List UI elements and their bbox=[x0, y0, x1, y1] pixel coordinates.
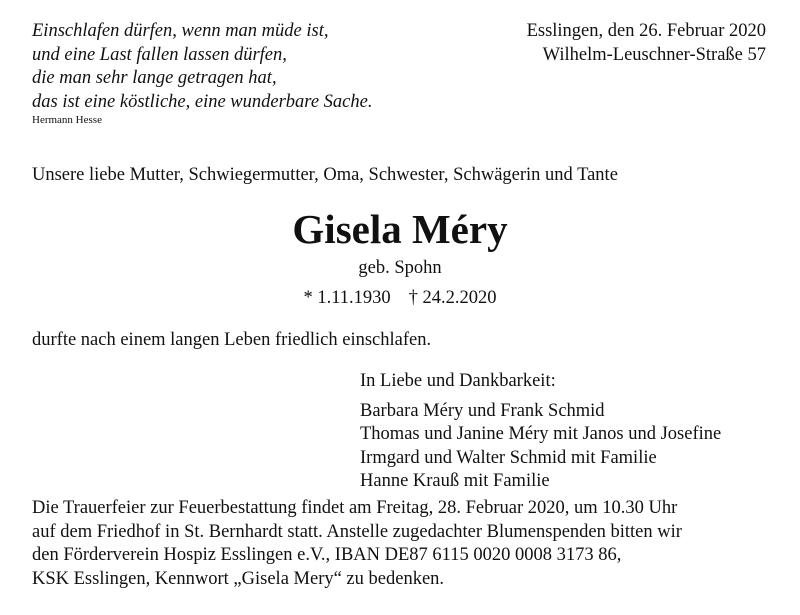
service-line: KSK Esslingen, Kennwort „Gisela Mery“ zu bedenken. bbox=[32, 568, 445, 589]
passing-text: durfte nach einem langen Leben friedlich einschlafen. bbox=[32, 330, 432, 350]
mourners-heading: In Liebe und Dankbarkeit: bbox=[360, 371, 556, 391]
poem-line: das ist eine köstliche, eine wunderbare Sache. bbox=[32, 91, 373, 112]
death-date: † 24.2.2020 bbox=[408, 288, 497, 308]
poem-line: Einschlafen dürfen, wenn man müde ist, bbox=[32, 21, 329, 41]
address: Wilhelm-Leuschner-Straße 57 bbox=[542, 44, 766, 65]
mourner-name: Irmgard und Walter Schmid mit Familie bbox=[360, 447, 657, 468]
mourner-name: Barbara Méry und Frank Schmid bbox=[360, 400, 605, 421]
service-info bbox=[32, 497, 782, 591]
poem-line: und eine Last fallen lassen dürfen, bbox=[32, 44, 287, 65]
deceased-name: Gisela Méry bbox=[292, 206, 508, 252]
service-line: den Förderverein Hospiz Esslingen e.V., IBAN DE87 6115 0020 0008 3173 86, bbox=[32, 545, 622, 565]
mourners-block bbox=[360, 370, 721, 494]
poem-line: die man sehr lange getragen hat, bbox=[32, 68, 277, 88]
service-line: auf dem Friedhof in St. Bernhardt statt. Anstelle zugedachter Blumenspenden bitten wir bbox=[32, 521, 682, 542]
maiden-name: geb. Spohn bbox=[358, 258, 442, 278]
place-date: Esslingen, den 26. Februar 2020 bbox=[526, 21, 766, 41]
intro-text: Unsere liebe Mutter, Schwiegermutter, Oma, Schwester, Schwägerin und Tante bbox=[32, 165, 618, 185]
birth-date: * 1.11.1930 bbox=[303, 288, 391, 308]
place-and-address bbox=[527, 20, 766, 67]
mourner-name: Thomas und Janine Méry mit Janos und Josefine bbox=[360, 424, 722, 444]
mourner-name: Hanne Krauß mit Familie bbox=[360, 471, 550, 491]
life-dates bbox=[0, 286, 800, 310]
poem bbox=[32, 20, 372, 114]
poem-author: Hermann Hesse bbox=[32, 114, 102, 126]
service-line: Die Trauerfeier zur Feuerbestattung findet am Freitag, 28. Februar 2020, um 10.30 Uhr bbox=[32, 498, 678, 518]
